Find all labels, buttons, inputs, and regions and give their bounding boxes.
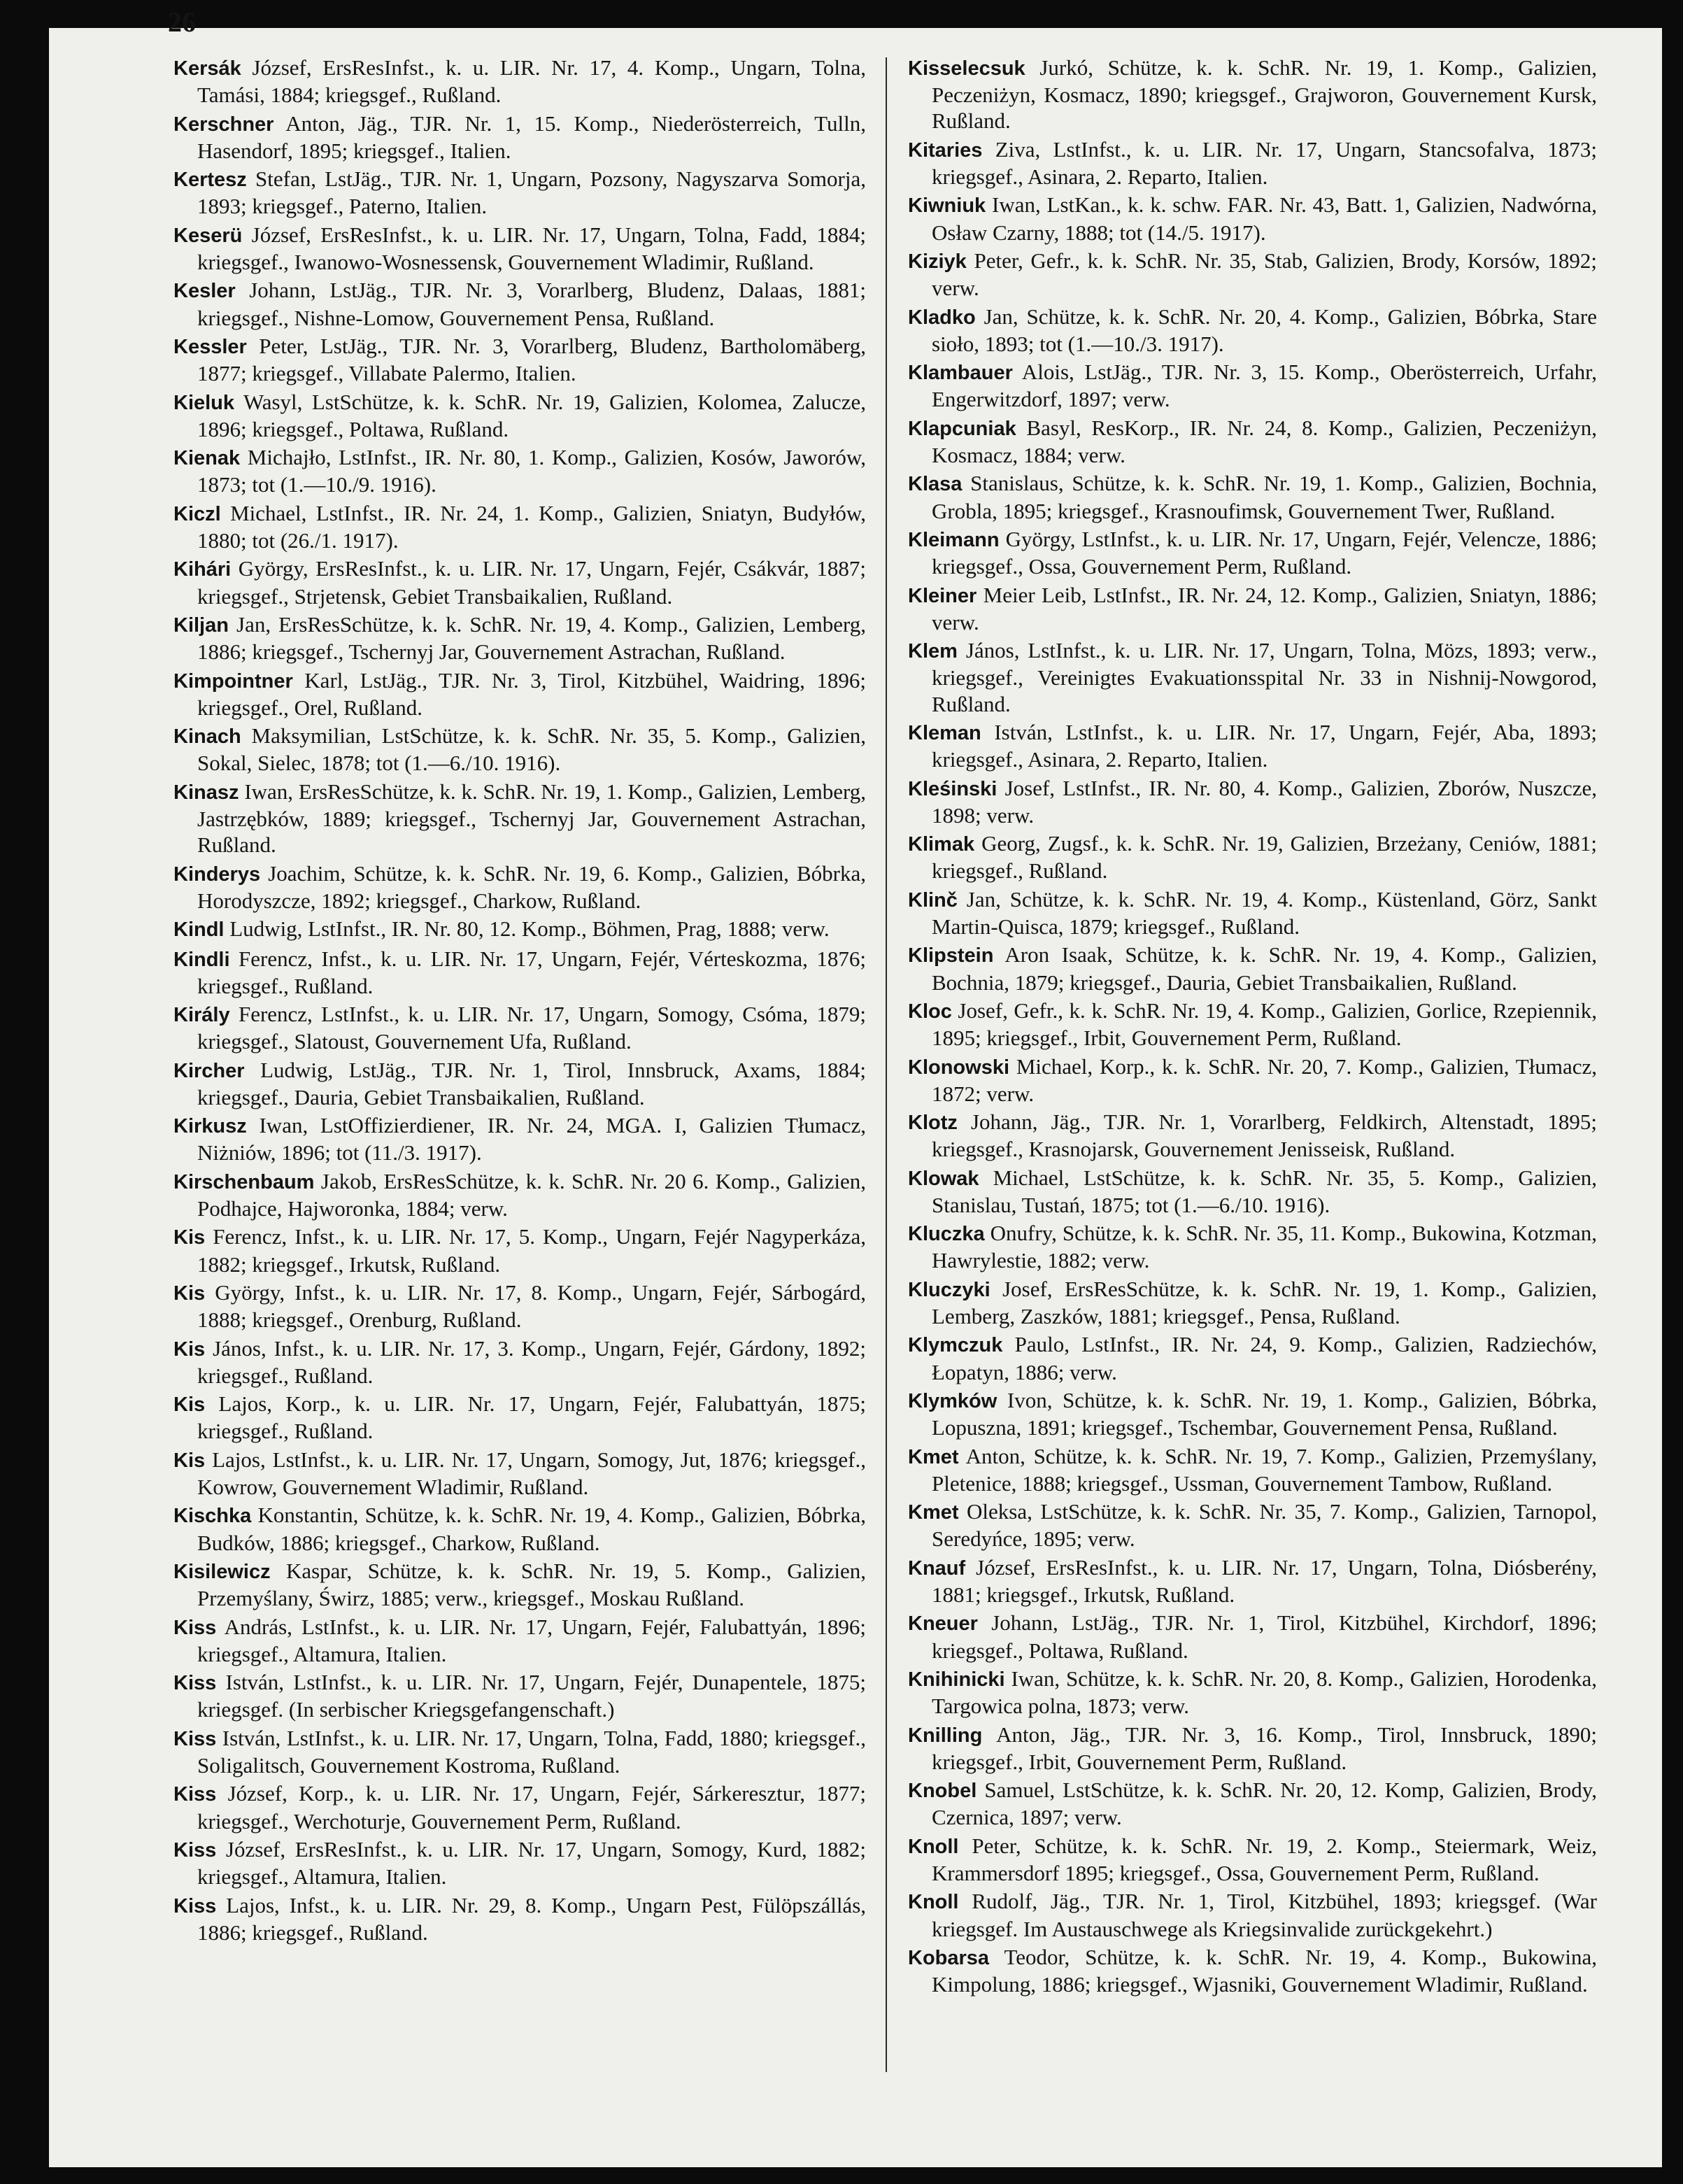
entry-details: Jan, ErsResSchütze, k. k. SchR. Nr. 19, 4. Komp., Galizien, Lemberg, 1886; kriegsgef., Tschernyj Jar, Gouvernement Astrachan, Rußland.	[197, 611, 867, 665]
entry-details: Josef, LstInfst., IR. Nr. 80, 4. Komp., Galizien, Zborów, Nuszcze, 1898; verw.	[932, 775, 1598, 828]
register-entry	[173, 555, 866, 609]
entry-surname: Kladko	[908, 306, 976, 329]
entry-details: Stanislaus, Schütze, k. k. SchR. Nr. 19, 1. Komp., Galizien, Bochnia, Grobla, 1895; kriegsgef., Krasnoufimsk, Gouvernement Twer, Rußland.	[932, 471, 1597, 523]
register-entry	[173, 500, 866, 553]
entry-surname: Kircher	[173, 1059, 245, 1082]
register-entry	[908, 1498, 1597, 1552]
entry-surname: Kleśinski	[908, 777, 997, 800]
entry-details: Josef, ErsResSchütze, k. k. SchR. Nr. 19, 1. Komp., Galizien, Lemberg, Zaszków, 1881; kriegsgef., Pensa, Rußland.	[932, 1276, 1597, 1329]
entry-surname: Klymków	[908, 1390, 997, 1413]
register-entry	[908, 470, 1597, 523]
entry-surname: Kleman	[908, 721, 981, 744]
entry-details: András, LstInfst., k. u. LIR. Nr. 17, Ungarn, Fejér, Falubattyán, 1896; kriegsgef., Altamura, Italien.	[197, 1614, 866, 1666]
entry-details: Peter, LstJäg., TJR. Nr. 3, Vorarlberg, Bludenz, Bartholomäberg, 1877; kriegsgef., Villabate Palermo, Italien.	[197, 333, 866, 386]
entry-surname: Kiczl	[173, 502, 221, 525]
register-entry	[173, 1836, 866, 1889]
register-entry	[173, 1057, 866, 1110]
entry-details: Peter, Gefr., k. k. SchR. Nr. 35, Stab, Galizien, Brody, Korsów, 1892; verw.	[932, 248, 1598, 301]
register-entry	[908, 1220, 1597, 1273]
register-entry	[173, 1279, 866, 1333]
entry-surname: Kiljan	[173, 614, 229, 637]
entry-details: Ferencz, LstInfst., k. u. LIR. Nr. 17, Ungarn, Somogy, Csóma, 1879; kriegsgef., Slatoust, Gouvernement Ufa, Rußland.	[197, 1002, 867, 1054]
entry-details: Karl, LstJäg., TJR. Nr. 3, Tirol, Kitzbühel, Waidring, 1896; kriegsgef., Orel, Rußland.	[197, 667, 866, 720]
register-entry	[173, 1558, 866, 1611]
entry-details: Jakob, ErsResSchütze, k. k. SchR. Nr. 20 6. Komp., Galizien, Podhajce, Hajworonka, 1884; verw.	[197, 1168, 867, 1221]
register-entry	[173, 1001, 866, 1054]
register-entry	[908, 1054, 1597, 1107]
register-entry	[908, 304, 1597, 357]
entry-surname: Kis	[173, 1226, 206, 1249]
entry-surname: Kloc	[908, 1000, 952, 1023]
entry-surname: Kischka	[173, 1505, 252, 1528]
entry-surname: Kmet	[908, 1501, 959, 1524]
register-entry	[173, 1502, 866, 1555]
register-entry	[173, 1780, 866, 1834]
entry-details: Stefan, LstJäg., TJR. Nr. 1, Ungarn, Pozsony, Nagyszarva Somorja, 1893; kriegsgef., Paterno, Italien.	[197, 166, 866, 219]
entry-surname: Kisselecsuk	[908, 57, 1025, 80]
register-entry	[173, 1614, 866, 1667]
register-entry	[908, 1165, 1597, 1218]
entry-surname: Kirkusz	[173, 1115, 247, 1138]
entry-surname: Kindli	[173, 948, 230, 971]
entry-details: Ludwig, LstJäg., TJR. Nr. 1, Tirol, Innsbruck, Axams, 1884; kriegsgef., Dauria, Gebiet Transbaikalien, Rußland.	[197, 1057, 866, 1109]
register-entry	[173, 1335, 866, 1389]
entry-surname: Klapcuniak	[908, 417, 1016, 440]
entry-surname: Kinach	[173, 725, 241, 749]
register-entry	[908, 1331, 1597, 1384]
register-entry	[908, 1387, 1597, 1440]
entry-details: Aron Isaak, Schütze, k. k. SchR. Nr. 19, 4. Komp., Galizien, Bochnia, 1879; kriegsgef., Dauria, Gebiet Transbaikalien, Rußland.	[932, 942, 1597, 995]
register-entry	[173, 389, 866, 442]
entry-details: Joachim, Schütze, k. k. SchR. Nr. 19, 6. Komp., Galizien, Bóbrka, Horodyszcze, 1892; kriegsgef., Charkow, Rußland.	[197, 860, 866, 913]
entry-surname: Kesler	[173, 280, 236, 303]
entry-details: Konstantin, Schütze, k. k. SchR. Nr. 19, 4. Komp., Galizien, Bóbrka, Budków, 1886; kriegsgef., Charkow, Rußland.	[197, 1503, 867, 1555]
entry-surname: Kiwniuk	[908, 194, 986, 218]
entry-details: Anton, Schütze, k. k. SchR. Nr. 19, 7. Komp., Galizien, Przemyślany, Pletenice, 1888; kriegsgef., Ussman, Gouvernement Tambow, Rußland.	[932, 1443, 1597, 1496]
register-entry	[908, 1276, 1597, 1329]
register-entry	[908, 1888, 1597, 1941]
entry-details: Iwan, LstOffizierdiener, IR. Nr. 24, MGA. I, Galizien Tłumacz, Niżniów, 1896; tot (11./3. 1917).	[197, 1113, 867, 1165]
entry-details: Lajos, Infst., k. u. LIR. Nr. 29, 8. Komp., Ungarn Pest, Fülöpszállás, 1886; kriegsgef., Rußland.	[197, 1892, 867, 1945]
entry-surname: Kieluk	[173, 391, 235, 414]
entry-surname: Klimak	[908, 833, 975, 856]
entry-details: Peter, Schütze, k. k. SchR. Nr. 19, 2. Komp., Steiermark, Weiz, Krammersdorf 1895; kriegsgef., Ossa, Gouvernement Perm, Rußland.	[932, 1833, 1597, 1886]
entry-surname: Knauf	[908, 1557, 966, 1580]
entry-details: Iwan, ErsResSchütze, k. k. SchR. Nr. 19, 1. Komp., Galizien, Lemberg, Jastrzębków, 1889; kriegsgef., Tschernyj Jar, Gouvernement Astrachan, Rußland.	[197, 779, 867, 858]
entry-details: Teodor, Schütze, k. k. SchR. Nr. 19, 4. Komp., Bukowina, Kimpolung, 1886; kriegsgef., Wjasniki, Gouvernement Wladimir, Rußland.	[932, 1945, 1597, 1997]
entry-surname: Klasa	[908, 473, 963, 496]
entry-surname: Klymczuk	[908, 1334, 1003, 1357]
entry-details: Samuel, LstSchütze, k. k. SchR. Nr. 20, 12. Komp, Galizien, Brody, Czernica, 1897; verw.	[932, 1778, 1598, 1830]
register-entry	[908, 526, 1597, 579]
entry-surname: Klonowski	[908, 1056, 1010, 1079]
register-entry	[908, 1443, 1597, 1496]
entry-details: Alois, LstJäg., TJR. Nr. 3, 15. Komp., Oberösterreich, Urfahr, Engerwitzdorf, 1897; verw.	[932, 360, 1597, 412]
entry-surname: Kinderys	[173, 863, 261, 886]
register-entry	[173, 222, 866, 275]
entry-surname: Kleiner	[908, 584, 977, 607]
register-entry	[173, 444, 866, 497]
entry-details: Basyl, ResKorp., IR. Nr. 24, 8. Komp., Galizien, Peczeniżyn, Kosmacz, 1884; verw.	[932, 415, 1597, 467]
entry-details: György, LstInfst., k. u. LIR. Nr. 17, Ungarn, Fejér, Velencze, 1886; kriegsgef., Ossa, Gouvernement Perm, Rußland.	[932, 526, 1597, 579]
register-entry	[908, 55, 1597, 134]
entry-details: János, LstInfst., k. u. LIR. Nr. 17, Ungarn, Tolna, Mözs, 1893; verw., kriegsgef., Vereinigtes Evakuationsspital Nr. 33 in Nishnij-Nowgorod, Rußland.	[932, 638, 1597, 716]
register-entry	[908, 637, 1597, 717]
entry-details: Lajos, Korp., k. u. LIR. Nr. 17, Ungarn, Fejér, Falubattyán, 1875; kriegsgef., Rußland.	[197, 1391, 866, 1444]
register-entry	[908, 1610, 1597, 1663]
entry-details: János, Infst., k. u. LIR. Nr. 17, 3. Komp., Ungarn, Fejér, Gárdony, 1892; kriegsgef., Rußland.	[197, 1335, 867, 1388]
entry-surname: Kertesz	[173, 169, 247, 192]
entry-details: Michael, Korp., k. k. SchR. Nr. 20, 7. Komp., Galizien, Tłumacz, 1872; verw.	[932, 1054, 1597, 1106]
entry-surname: Kis	[173, 1449, 206, 1472]
entry-details: Ludwig, LstInfst., IR. Nr. 80, 12. Komp., Böhmen, Prag, 1888; verw.	[229, 916, 830, 942]
register-entry	[173, 667, 866, 721]
register-entry	[908, 830, 1597, 884]
register-entry	[173, 1669, 866, 1722]
register-entry	[173, 333, 866, 386]
register-entry	[173, 1725, 866, 1778]
entry-surname: Klipstein	[908, 944, 994, 967]
register-entry	[173, 1168, 866, 1221]
entry-surname: Kienak	[173, 447, 241, 470]
entry-details: István, LstInfst., k. u. LIR. Nr. 17, Ungarn, Fejér, Dunapentele, 1875; kriegsgef. (In serbischer Kriegsgefangenschaft.)	[197, 1670, 866, 1722]
entry-details: Josef, Gefr., k. k. SchR. Nr. 19, 4. Komp., Galizien, Gorlice, Rzepiennik, 1895; kriegsgef., Irbit, Gouvernement Perm, Rußland.	[932, 998, 1597, 1051]
right-column	[908, 55, 1597, 2000]
entry-surname: Klambauer	[908, 362, 1013, 385]
entry-details: Kaspar, Schütze, k. k. SchR. Nr. 19, 5. Komp., Galizien, Przemyślany, Świrz, 1885; verw., kriegsgef., Moskau Rußland.	[197, 1559, 866, 1611]
entry-surname: Kis	[173, 1338, 206, 1361]
entry-details: György, ErsResInfst., k. u. LIR. Nr. 17, Ungarn, Fejér, Csákvár, 1887; kriegsgef., Strjetensk, Gebiet Transbaikalien, Rußland.	[197, 556, 866, 609]
register-entry	[908, 1944, 1597, 1997]
entry-details: József, ErsResInfst., k. u. LIR. Nr. 17, Ungarn, Tolna, Fadd, 1884; kriegsgef., Iwanowo-Wosnessensk, Gouvernement Wladimir, Rußland.	[197, 222, 867, 274]
entry-surname: Kihári	[173, 558, 232, 581]
entry-surname: Klem	[908, 640, 958, 663]
entry-details: Johann, LstJäg., TJR. Nr. 3, Vorarlberg, Bludenz, Dalaas, 1881; kriegsgef., Nishne-Lomow, Gouvernement Pensa, Rußland.	[197, 278, 866, 330]
entry-surname: Kinasz	[173, 781, 239, 804]
entry-surname: Kmet	[908, 1445, 959, 1468]
entry-surname: Kitaries	[908, 139, 983, 162]
entry-surname: Knobel	[908, 1780, 977, 1803]
entry-details: Maksymilian, LstSchütze, k. k. SchR. Nr. 35, 5. Komp., Galizien, Sokal, Sielec, 1878; tot (1.—6./10. 1916).	[197, 723, 866, 776]
entry-details: Meier Leib, LstInfst., IR. Nr. 24, 12. Komp., Galizien, Sniatyn, 1886; verw.	[932, 582, 1598, 634]
entry-surname: Kiss	[173, 1727, 217, 1750]
entry-surname: Kobarsa	[908, 1947, 990, 1969]
entry-details: Oleksa, LstSchütze, k. k. SchR. Nr. 35, 7. Komp., Galizien, Tarnopol, Seredyńce, 1895; verw.	[932, 1499, 1598, 1552]
entry-surname: Keserü	[173, 224, 243, 247]
entry-details: Paulo, LstInfst., IR. Nr. 24, 9. Komp., Galizien, Radziechów, Łopatyn, 1886; verw.	[932, 1332, 1597, 1384]
entry-details: József, Korp., k. u. LIR. Nr. 17, Ungarn, Fejér, Sárkeresztur, 1877; kriegsgef., Werchoturje, Gouvernement Perm, Rußland.	[197, 1781, 867, 1834]
register-entry	[908, 359, 1597, 412]
entry-details: Iwan, Schütze, k. k. SchR. Nr. 20, 8. Komp., Galizien, Horodenka, Targowica polna, 1873; verw.	[932, 1666, 1597, 1719]
entry-surname: Kiss	[173, 1894, 217, 1917]
entry-surname: Kersák	[173, 57, 241, 80]
entry-details: György, Infst., k. u. LIR. Nr. 17, 8. Komp., Ungarn, Fejér, Sárbogárd, 1888; kriegsgef., Orenburg, Rußland.	[197, 1280, 867, 1333]
entry-surname: Klinč	[908, 888, 958, 912]
register-entry	[173, 779, 866, 858]
entry-details: Michajło, LstInfst., IR. Nr. 80, 1. Komp., Galizien, Kosów, Jaworów, 1873; tot (1.—10./9. 1916).	[197, 445, 867, 497]
register-entry	[908, 582, 1597, 635]
entry-details: Anton, Jäg., TJR. Nr. 3, 16. Komp., Tirol, Innsbruck, 1890; kriegsgef., Irbit, Gouvernement Perm, Rußland.	[932, 1722, 1598, 1774]
entry-surname: Kessler	[173, 335, 247, 358]
register-entry	[908, 248, 1597, 301]
register-entry	[173, 277, 866, 330]
register-entry	[173, 1391, 866, 1444]
register-entry	[908, 1109, 1597, 1162]
register-entry	[908, 192, 1597, 245]
entry-details: József, ErsResInfst., k. u. LIR. Nr. 17, 4. Komp., Ungarn, Tolna, Tamási, 1884; kriegsgef., Rußland.	[197, 55, 867, 108]
register-entry	[173, 723, 866, 776]
entry-surname: Kindl	[173, 919, 225, 942]
entry-surname: Kis	[173, 1394, 206, 1417]
entry-details: Rudolf, Jäg., TJR. Nr. 1, Tirol, Kitzbühel, 1893; kriegsgef. (War kriegsgef. Im Austauschwege als Kriegsinvalide zurückgekehrt.)	[932, 1889, 1597, 1941]
entry-details: Ivon, Schütze, k. k. SchR. Nr. 19, 1. Komp., Galizien, Bóbrka, Lopuszna, 1891; kriegsgef., Tschembar, Gouvernement Pensa, Rußland.	[932, 1388, 1597, 1440]
entry-surname: Klowak	[908, 1167, 979, 1190]
register-entry	[173, 1224, 866, 1277]
entry-details: Anton, Jäg., TJR. Nr. 1, 15. Komp., Niederösterreich, Tulln, Hasendorf, 1895; kriegsgef., Italien.	[197, 111, 866, 163]
entry-details: Michael, LstInfst., IR. Nr. 24, 1. Komp., Galizien, Sniatyn, Budyłów, 1880; tot (26./1. 1917).	[197, 500, 866, 553]
entry-surname: Király	[173, 1004, 230, 1027]
entry-surname: Kluczka	[908, 1223, 985, 1246]
entry-surname: Kiss	[173, 1616, 217, 1639]
register-entry	[908, 1777, 1597, 1830]
entry-details: Ferencz, Infst., k. u. LIR. Nr. 17, Ungarn, Fejér, Vérteskozma, 1876; kriegsgef., Rußland.	[197, 946, 866, 998]
entry-surname: Kleimann	[908, 528, 1000, 551]
register-entry	[908, 136, 1597, 190]
register-entry	[173, 1892, 866, 1945]
entry-surname: Kimpointner	[173, 669, 293, 693]
entry-details: Iwan, LstKan., k. k. schw. FAR. Nr. 43, Batt. 1, Galizien, Nadwórna, Osław Czarny, 1888; tot (14./5. 1917).	[932, 192, 1597, 245]
register-entry	[908, 775, 1597, 828]
entry-surname: Kisilewicz	[173, 1561, 271, 1584]
register-entry	[173, 860, 866, 914]
entry-surname: Kneuer	[908, 1612, 978, 1636]
entry-details: József, ErsResInfst., k. u. LIR. Nr. 17, Ungarn, Somogy, Kurd, 1882; kriegsgef., Altamura, Italien.	[197, 1837, 867, 1889]
register-entry	[908, 1554, 1597, 1608]
entry-details: Johann, LstJäg., TJR. Nr. 1, Tirol, Kitzbühel, Kirchdorf, 1896; kriegsgef., Poltawa, Rußland.	[932, 1610, 1597, 1663]
entry-surname: Kiss	[173, 1839, 217, 1862]
entry-surname: Kerschner	[173, 113, 274, 136]
entry-details: Jurkó, Schütze, k. k. SchR. Nr. 19, 1. Komp., Galizien, Peczeniżyn, Kosmacz, 1890; kriegsgef., Grajworon, Gouvernement Kursk, Rußland.	[932, 55, 1597, 134]
entry-details: István, LstInfst., k. u. LIR. Nr. 17, Ungarn, Fejér, Aba, 1893; kriegsgef., Asinara, 2. Reparto, Italien.	[932, 719, 1598, 772]
entry-surname: Klotz	[908, 1112, 958, 1135]
register-entry	[908, 415, 1597, 468]
entry-details: István, LstInfst., k. u. LIR. Nr. 17, Ungarn, Tolna, Fadd, 1880; kriegsgef., Soligalitsch, Gouvernement Kostroma, Rußland.	[197, 1725, 867, 1778]
entry-surname: Kis	[173, 1282, 206, 1305]
entry-surname: Knilling	[908, 1724, 983, 1747]
register-entry	[173, 55, 866, 108]
entry-details: Wasyl, LstSchütze, k. k. SchR. Nr. 19, Galizien, Kolomea, Zalucze, 1896; kriegsgef., Poltawa, Rußland.	[197, 389, 866, 441]
entry-surname: Kiss	[173, 1672, 217, 1695]
entry-details: Lajos, LstInfst., k. u. LIR. Nr. 17, Ungarn, Somogy, Jut, 1876; kriegsgef., Kowrow, Gouvernement Wladimir, Rußland.	[197, 1447, 866, 1500]
register-entry	[908, 1666, 1597, 1719]
register-entry	[173, 611, 866, 665]
entry-details: Jan, Schütze, k. k. SchR. Nr. 20, 4. Komp., Galizien, Bóbrka, Stare sioło, 1893; tot (1.—10./3. 1917).	[932, 304, 1598, 356]
register-entry	[908, 1722, 1597, 1775]
entry-details: Michael, LstSchütze, k. k. SchR. Nr. 35, 5. Komp., Galizien, Stanislau, Tustań, 1875; tot (1.—6./10. 1916).	[932, 1165, 1597, 1217]
register-entry	[908, 1833, 1597, 1886]
entry-surname: Kiziyk	[908, 250, 967, 273]
entry-surname: Kirschenbaum	[173, 1170, 315, 1193]
register-entry	[173, 111, 866, 164]
register-entry	[908, 886, 1597, 939]
register-entry	[173, 166, 866, 219]
left-column	[173, 55, 866, 1948]
register-entry	[173, 916, 866, 943]
entry-details: Georg, Zugsf., k. k. SchR. Nr. 19, Galizien, Brzeżany, Ceniów, 1881; kriegsgef., Rußland.	[932, 831, 1597, 884]
entry-surname: Kluczyki	[908, 1278, 990, 1301]
entry-details: József, ErsResInfst., k. u. LIR. Nr. 17, Ungarn, Tolna, Diósberény, 1881; kriegsgef., Irkutsk, Rußland.	[932, 1554, 1598, 1608]
register-entry	[173, 1447, 866, 1500]
register-entry	[908, 998, 1597, 1051]
entry-surname: Knoll	[908, 1891, 959, 1914]
register-entry	[908, 942, 1597, 995]
entry-surname: Knoll	[908, 1835, 959, 1858]
entry-surname: Knihinicki	[908, 1668, 1005, 1692]
entry-details: Jan, Schütze, k. k. SchR. Nr. 19, 4. Komp., Küstenland, Görz, Sankt Martin-Quisca, 1879; kriegsgef., Rußland.	[932, 886, 1597, 939]
register-entry	[173, 1112, 866, 1165]
entry-details: Ferencz, Infst., k. u. LIR. Nr. 17, 5. Komp., Ungarn, Fejér Nagyperkáza, 1882; kriegsgef., Irkutsk, Rußland.	[197, 1224, 866, 1277]
entry-details: Johann, Jäg., TJR. Nr. 1, Vorarlberg, Feldkirch, Altenstadt, 1895; kriegsgef., Krasnojarsk, Gouvernement Jenisseisk, Rußland.	[932, 1109, 1597, 1162]
entry-surname: Kiss	[173, 1783, 217, 1806]
register-entry	[173, 946, 866, 999]
entry-details: Ziva, LstInfst., k. u. LIR. Nr. 17, Ungarn, Stancsofalva, 1873; kriegsgef., Asinara, 2. Reparto, Italien.	[932, 136, 1597, 189]
register-entry	[908, 719, 1597, 772]
page-number: 26	[168, 6, 196, 38]
column-divider	[886, 57, 887, 2072]
entry-details: Onufry, Schütze, k. k. SchR. Nr. 35, 11. Komp., Bukowina, Kotzman, Hawrylestie, 1882; verw.	[932, 1221, 1597, 1273]
